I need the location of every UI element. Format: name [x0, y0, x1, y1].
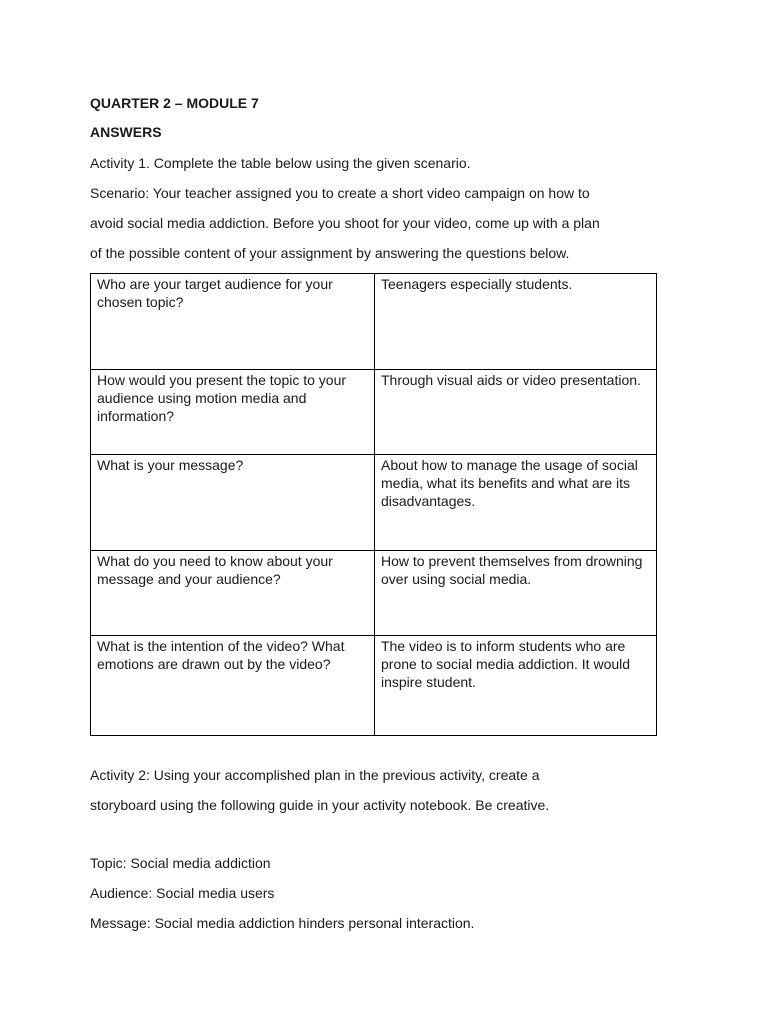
answer-cell: About how to manage the usage of social media, what its benefits and what are its disadvantages. — [375, 455, 657, 551]
scenario-line-2: avoid social media addiction. Before you shoot for your video, come up with a plan — [90, 215, 600, 231]
answers-title: ANSWERS — [90, 124, 162, 140]
table-row — [91, 370, 657, 455]
question-cell: Who are your target audience for your chosen topic? — [91, 274, 375, 370]
question-cell: What is your message? — [91, 455, 375, 551]
audience-line: Audience: Social media users — [90, 885, 275, 901]
activity1-intro: Activity 1. Complete the table below using the given scenario. — [90, 155, 471, 171]
document-page — [90, 90, 670, 938]
question-cell: How would you present the topic to your audience using motion media and information? — [91, 370, 375, 455]
table-row — [91, 636, 657, 736]
activity2-line-2: storyboard using the following guide in your activity notebook. Be creative. — [90, 797, 550, 813]
plan-table — [90, 273, 657, 736]
answer-cell: How to prevent themselves from drowning over using social media. — [375, 551, 657, 636]
table-row — [91, 274, 657, 370]
quarter-title: QUARTER 2 – MODULE 7 — [90, 95, 259, 111]
answer-cell: Through visual aids or video presentation. — [375, 370, 657, 455]
scenario-line-1: Scenario: Your teacher assigned you to create a short video campaign on how to — [90, 185, 590, 201]
spacer — [90, 820, 670, 848]
question-cell: What is the intention of the video? What emotions are drawn out by the video? — [91, 636, 375, 736]
question-cell: What do you need to know about your message and your audience? — [91, 551, 375, 636]
activity2-line-1: Activity 2: Using your accomplished plan in the previous activity, create a — [90, 767, 540, 783]
scenario-line-3: of the possible content of your assignment by answering the questions below. — [90, 245, 570, 261]
answer-cell: Teenagers especially students. — [375, 274, 657, 370]
message-line: Message: Social media addiction hinders personal interaction. — [90, 915, 475, 931]
table-row — [91, 551, 657, 636]
table-row — [91, 455, 657, 551]
answer-cell: The video is to inform students who are prone to social media addiction. It would inspire student. — [375, 636, 657, 736]
topic-line: Topic: Social media addiction — [90, 855, 271, 871]
